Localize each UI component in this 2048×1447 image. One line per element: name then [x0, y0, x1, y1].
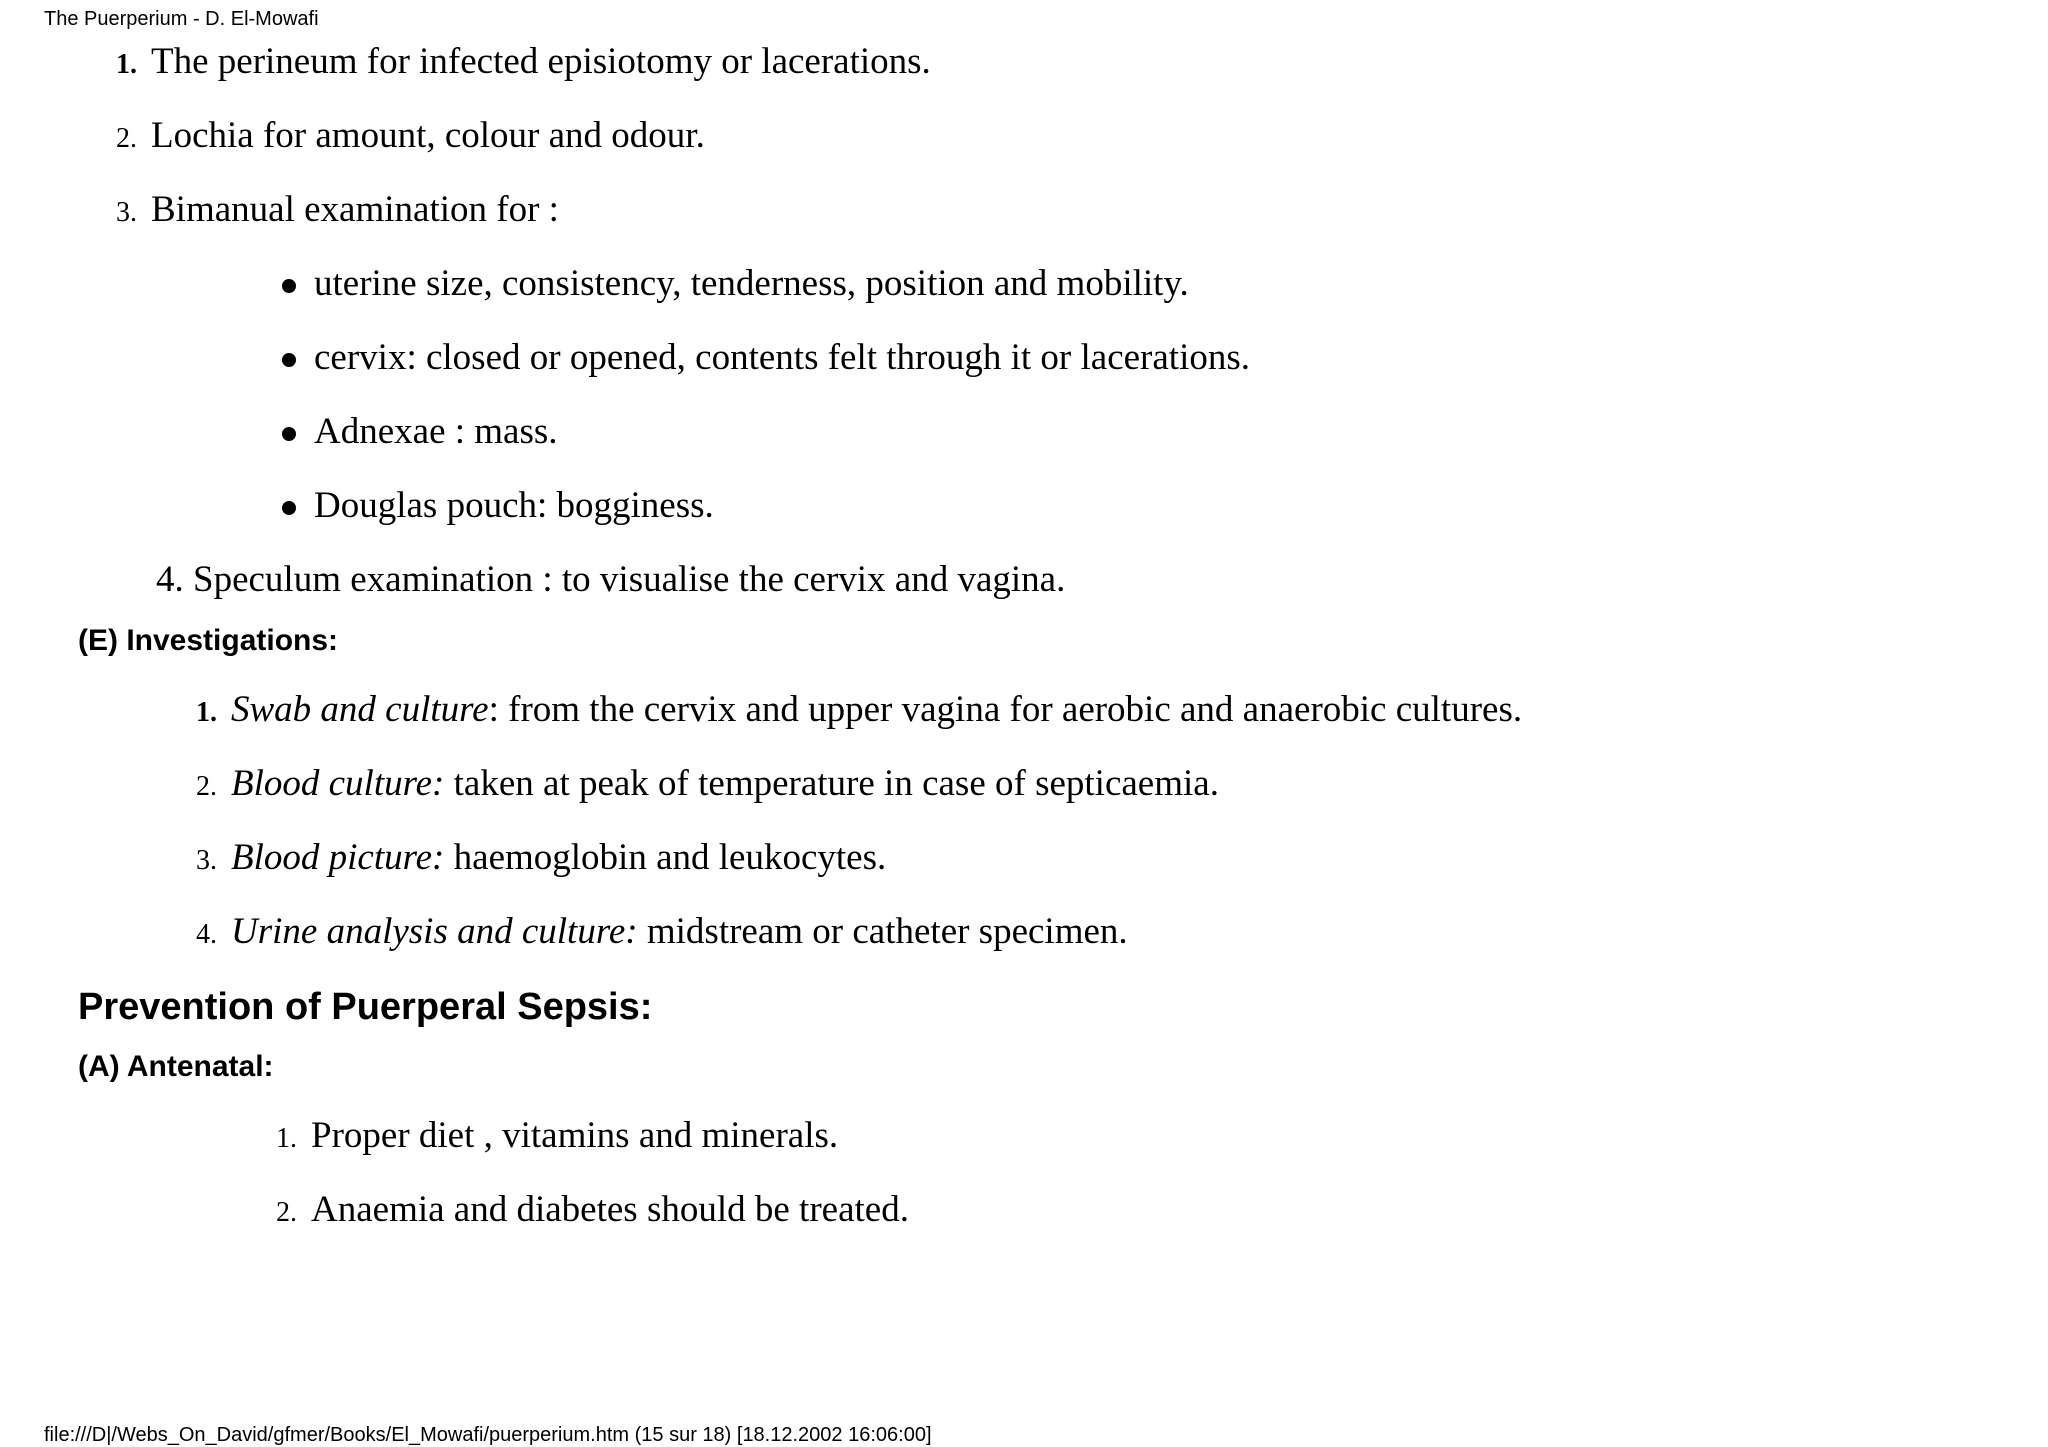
bullet-icon [282, 427, 296, 441]
list-number: 1. [196, 697, 217, 728]
bullet-text: uterine size, consistency, tenderness, position and mobility. [314, 263, 1189, 304]
item-label: Swab and culture [231, 689, 489, 730]
bullet-text: Douglas pouch: bogginess. [314, 485, 714, 526]
list-item [196, 762, 1219, 809]
item-text: : from the cervix and upper vagina for aerobic and anaerobic cultures. [488, 689, 1523, 730]
speculum-item: 4. Speculum examination : to visualise the cervix and vagina. [156, 559, 1066, 600]
list-text: Anaemia and diabetes should be treated. [311, 1189, 909, 1230]
list-number: 2. [276, 1197, 297, 1228]
list-number: 2. [196, 771, 217, 802]
item-text: haemoglobin and leukocytes. [444, 837, 887, 878]
list-item [196, 688, 1522, 735]
bullet-item [282, 484, 714, 528]
bullet-text: cervix: closed or opened, contents felt through it or lacerations. [314, 337, 1251, 378]
list-number: 3. [196, 845, 217, 876]
prevention-heading: Prevention of Puerperal Sepsis: [78, 986, 653, 1028]
bullet-item [282, 262, 1189, 306]
list-item [276, 1188, 909, 1235]
bullet-icon [282, 353, 296, 367]
list-item [196, 836, 886, 883]
item-label: Blood picture: [231, 837, 445, 878]
bullet-item [282, 336, 1250, 380]
page-footer-url: file:///D|/Webs_On_David/gfmer/Books/El_Mowafi/puerperium.htm (15 sur 18) [18.12.2002 16:06:00] [44, 1424, 932, 1446]
list-text: Lochia for amount, colour and odour. [151, 115, 705, 156]
item-text: taken at peak of temperature in case of septicaemia. [444, 763, 1219, 804]
list-number: 1. [116, 49, 137, 80]
list-text: Bimanual examination for : [151, 189, 559, 230]
list-item [116, 114, 705, 161]
list-number: 3. [116, 197, 137, 228]
list-number: 1. [276, 1123, 297, 1154]
item-text: midstream or catheter specimen. [637, 911, 1128, 952]
bullet-icon [282, 501, 296, 515]
antenatal-heading: (A) Antenatal: [78, 1050, 274, 1083]
item-label: Blood culture: [231, 763, 445, 804]
investigations-heading: (E) Investigations: [78, 624, 339, 657]
bullet-text: Adnexae : mass. [314, 411, 558, 452]
list-item [196, 910, 1128, 957]
list-item [116, 188, 559, 235]
bullet-item [282, 410, 558, 454]
list-text: Proper diet , vitamins and minerals. [311, 1115, 839, 1156]
list-number: 4. [196, 919, 217, 950]
list-item [116, 40, 931, 87]
list-number: 2. [116, 123, 137, 154]
list-text: The perineum for infected episiotomy or lacerations. [151, 41, 931, 82]
bullet-icon [282, 279, 296, 293]
list-item [276, 1114, 838, 1161]
page-header-title: The Puerperium - D. El-Mowafi [44, 8, 319, 30]
item-label: Urine analysis and culture: [231, 911, 638, 952]
